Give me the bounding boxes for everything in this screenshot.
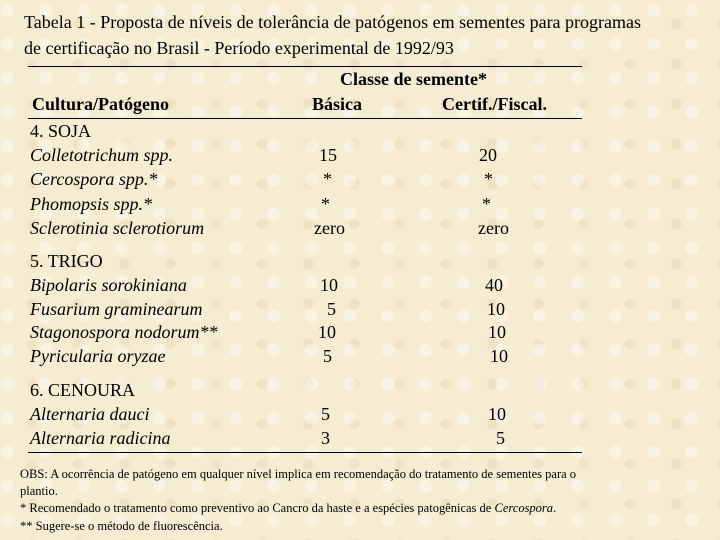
basic-value: 15 bbox=[319, 145, 337, 165]
cert-value: * bbox=[484, 169, 493, 189]
pathogen-name: Phomopsis spp.* bbox=[30, 194, 153, 214]
cert-value: 20 bbox=[479, 145, 497, 165]
crop-pathogen-header: Cultura/Patógeno bbox=[32, 94, 169, 114]
basic-header: Básica bbox=[312, 94, 363, 114]
table-title-line-2: de certificação no Brasil - Período experimental de 1992/93 bbox=[24, 38, 454, 58]
cert-value: zero bbox=[478, 218, 509, 238]
header-rule bbox=[28, 118, 582, 119]
basic-value: 5 bbox=[321, 404, 330, 424]
bottom-rule bbox=[28, 452, 582, 453]
cert-value: 10 bbox=[490, 346, 508, 366]
pathogen-name: Cercospora spp.* bbox=[30, 169, 158, 189]
cert-value: * bbox=[482, 194, 491, 214]
group-title-soja: 4. SOJA bbox=[30, 121, 92, 141]
footnote-cercospora-genus: Cercospora bbox=[494, 501, 554, 515]
obs-note-line-1: OBS: A ocorrência de patógeno em qualquer nível implica em recomendação do tratamento de sementes para o bbox=[20, 467, 577, 481]
cert-value: 40 bbox=[485, 275, 503, 295]
cert-value: 10 bbox=[488, 322, 506, 342]
group-title-trigo: 5. TRIGO bbox=[30, 251, 103, 271]
group-title-cenoura: 6. CENOURA bbox=[30, 380, 136, 400]
cert-value: 10 bbox=[487, 299, 505, 319]
pathogen-name: Colletotrichum spp. bbox=[30, 145, 173, 165]
basic-value: * bbox=[323, 169, 332, 189]
seed-class-header: Classe de semente* bbox=[340, 69, 487, 89]
pathogen-name: Stagonospora nodorum** bbox=[30, 322, 218, 342]
basic-value: zero bbox=[314, 218, 345, 238]
basic-value: 10 bbox=[318, 322, 336, 342]
pathogen-name: Fusarium graminearum bbox=[30, 299, 203, 319]
top-rule bbox=[28, 66, 582, 67]
footnote-cercospora bbox=[20, 500, 556, 517]
pathogen-name: Alternaria radicina bbox=[30, 428, 171, 448]
basic-value: 10 bbox=[320, 275, 338, 295]
basic-value: * bbox=[321, 194, 330, 214]
table-title-line-1: Tabela 1 - Proposta de níveis de tolerância de patógenos em sementes para programas bbox=[24, 12, 642, 32]
cert-value: 10 bbox=[488, 404, 506, 424]
pathogen-name: Bipolaris sorokiniana bbox=[30, 275, 187, 295]
basic-value: 5 bbox=[327, 299, 336, 319]
basic-value: 5 bbox=[323, 346, 332, 366]
certified-header: Certif./Fiscal. bbox=[442, 94, 547, 114]
footnote-cercospora-end: . bbox=[553, 501, 557, 515]
footnote-cercospora-text: * Recomendado o tratamento como preventivo ao Cancro da haste e a espécies patogênicas de bbox=[20, 501, 495, 515]
cert-value: 5 bbox=[496, 428, 505, 448]
pathogen-name: Alternaria dauci bbox=[30, 404, 150, 424]
basic-value: 3 bbox=[321, 428, 330, 448]
footnote-fluorescence: ** Sugere-se o método de fluorescência. bbox=[20, 519, 223, 533]
obs-note-line-2: plantio. bbox=[20, 484, 58, 498]
pathogen-name: Sclerotinia sclerotiorum bbox=[30, 218, 205, 238]
pathogen-name: Pyricularia oryzae bbox=[30, 346, 166, 366]
